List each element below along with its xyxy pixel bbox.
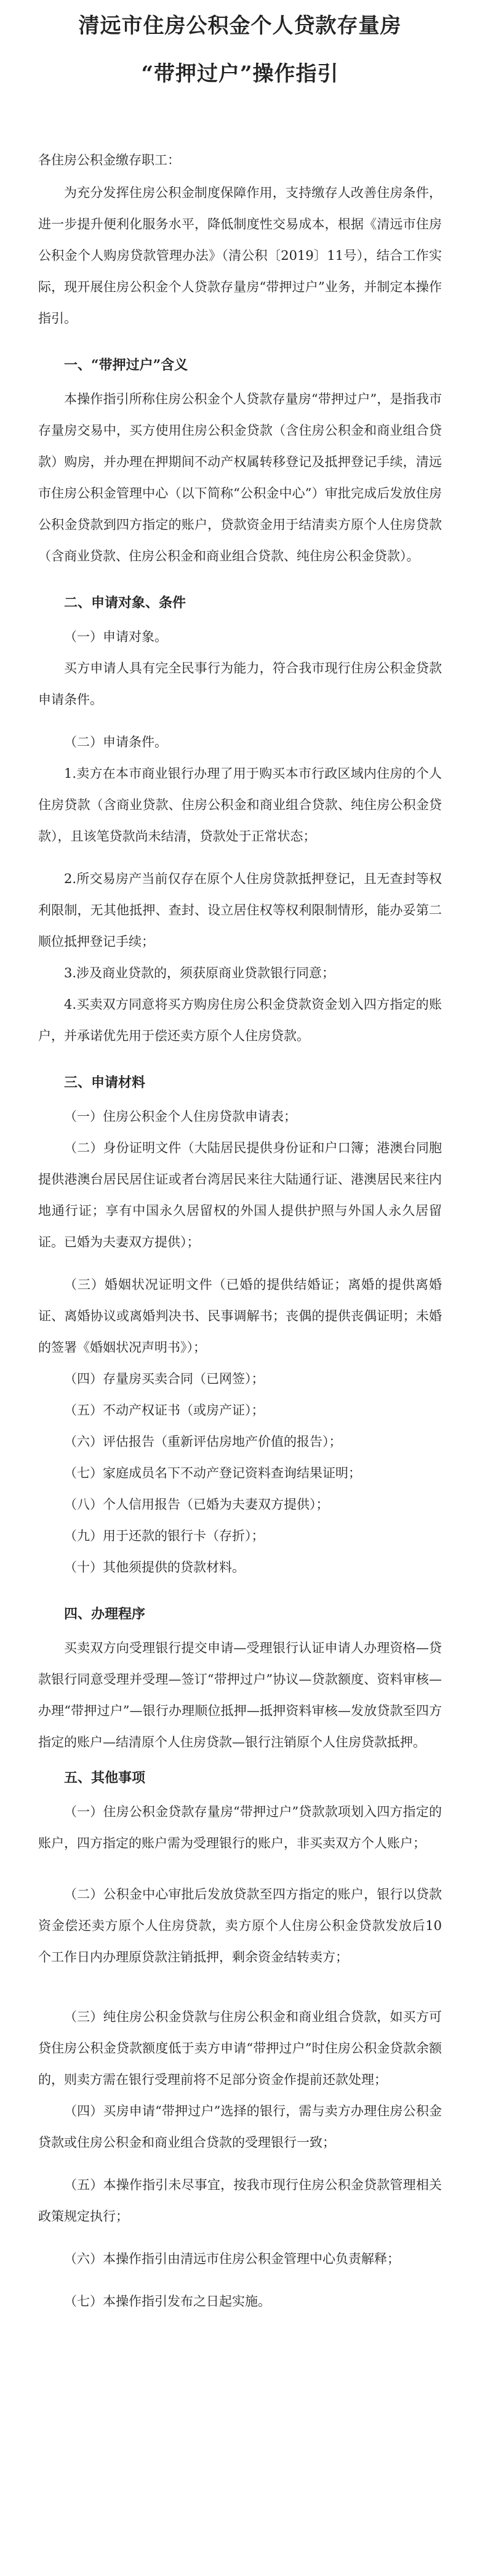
- document-title-line2: “带押过户”操作指引: [141, 62, 339, 86]
- material-item-4: （四）存量房买卖合同（已网签）；: [64, 1371, 265, 1386]
- section-1-paragraph: 本操作指引所称住房公积金个人贷款存量房“带押过户”，是指我市存量房交易中，买方使用住房公积金贷款（含住房公积金和商业组合贷款）购房，并办理在押期间不动产权属转移登记及抵押登记手续，清远市住房公积金管理中心（以下简称“公积金中心”）审批完成后发放住房公积金贷款到四方指定的账户，贷款资金用于结清卖方原个人住房贷款（含商业贷款、住房公积金和商业组合贷款、纯住房公积金贷款）。: [38, 392, 442, 563]
- condition-item-3: 3.涉及商业贷款的，须获原商业贷款银行同意；: [64, 966, 335, 980]
- material-item-2: （二）身份证明文件（大陆居民提供身份证和户口簿；港澳台同胞提供港澳台居民居住证或者台湾居民来往大陆通行证、港澳居民来往内地通行证；享有中国永久居留权的外国人提供护照与外国人永久居留证。已婚为夫妻双方提供）；: [38, 1141, 442, 1250]
- section-heading-1: 一、“带押过户”含义: [64, 357, 188, 373]
- material-item-1: （一）住房公积金个人住房贷款申请表；: [64, 1109, 297, 1124]
- section-heading-3: 三、申请材料: [64, 1075, 146, 1091]
- material-item-10: （十）其他须提供的贷款材料。: [64, 1560, 245, 1575]
- procedure-paragraph: 买卖双方向受理银行提交申请—受理银行认证申请人办理资格—贷款银行同意受理并受理—签订“带押过户”协议—贷款额度、资料审核—办理“带押过户”—银行办理顺位抵押—抵押资料审核—发放贷款至四方指定的账户—结清原个人住房贷款—银行注销原个人住房贷款抵押。: [38, 1641, 442, 1750]
- other-item-3: （三）纯住房公积金贷款与住房公积金和商业组合贷款，如买方可贷住房公积金贷款额度低于卖方申请“带押过户”时住房公积金贷款余额的，则卖方需在银行受理前将不足部分资金作提前还款处理；: [38, 2009, 442, 2087]
- other-item-2: （二）公积金中心审批后发放贷款至四方指定的账户，银行以贷款资金偿还卖方原个人住房贷款，卖方原个人住房公积金贷款发放后10个工作日内办理原贷款注销抵押，剩余资金结转卖方；: [38, 1887, 442, 1964]
- document-title-line1: 清远市住房公积金个人贷款存量房: [78, 14, 402, 38]
- section-2-sub-2: （二）申请条件。: [64, 735, 167, 749]
- other-item-1: （一）住房公积金贷款存量房“带押过户”贷款款项划入四方指定的账户，四方指定的账户需为受理银行的账户，非买卖双方个人账户；: [38, 1804, 442, 1851]
- salutation: 各住房公积金缴存职工：: [38, 153, 180, 168]
- section-2-sub-1: （一）申请对象。: [64, 629, 167, 644]
- other-item-7: （七）本操作指引发布之日起实施。: [64, 2294, 271, 2309]
- material-item-9: （九）用于还款的银行卡（存折）；: [64, 1528, 265, 1543]
- material-item-3: （三）婚姻状况证明文件（已婚的提供结婚证；离婚的提供离婚证、离婚协议或离婚判决书、民事调解书；丧偶的提供丧偶证明；未婚的签署《婚姻状况声明书》）；: [38, 1277, 442, 1355]
- material-item-8: （八）个人信用报告（已婚为夫妻双方提供）；: [64, 1497, 329, 1512]
- other-item-4: （四）买房申请“带押过户”选择的银行，需与卖方办理住房公积金贷款或住房公积金和商业组合贷款的受理银行一致；: [38, 2104, 442, 2150]
- other-item-6: （六）本操作指引由清远市住房公积金管理中心负责解释；: [64, 2251, 400, 2266]
- material-item-6: （六）评估报告（重新评估房地产价值的报告）；: [64, 1434, 342, 1449]
- material-item-5: （五）不动产权证书（或房产证）；: [64, 1403, 265, 1418]
- intro-paragraph: 为充分发挥住房公积金制度保障作用，支持缴存人改善住房条件，进一步提升便利化服务水平，降低制度性交易成本，根据《清远市住房公积金个人购房贷款管理办法》（清公积〔2019〕11号），结合工作实际，现开展住房公积金个人贷款存量房“带押过户”业务，并制定本操作指引。: [38, 185, 442, 326]
- section-2-sub-1-paragraph: 买方申请人具有完全民事行为能力，符合我市现行住房公积金贷款申请条件。: [38, 661, 442, 707]
- condition-item-2: 2.所交易房产当前仅存在原个人住房贷款抵押登记，且无查封等权利限制，无其他抵押、查封、设立居住权等权利限制情形，能办妥第二顺位抵押登记手续；: [38, 871, 442, 949]
- condition-item-4: 4.买卖双方同意将买方购房住房公积金贷款资金划入四方指定的账户，并承诺优先用于偿还卖方原个人住房贷款。: [38, 997, 442, 1043]
- material-item-7: （七）家庭成员名下不动产登记资料查询结果证明；: [64, 1466, 361, 1480]
- condition-item-1: 1.卖方在本市商业银行办理了用于购买本市行政区域内住房的个人住房贷款（含商业贷款、住房公积金和商业组合贷款、纯住房公积金贷款），且该笔贷款尚未结清，贷款处于正常状态；: [38, 766, 442, 844]
- other-item-5: （五）本操作指引未尽事宜，按我市现行住房公积金贷款管理相关政策规定执行；: [38, 2178, 442, 2224]
- section-heading-5: 五、其他事项: [64, 1770, 146, 1786]
- section-heading-4: 四、办理程序: [64, 1606, 146, 1622]
- section-heading-2: 二、申请对象、条件: [64, 595, 186, 611]
